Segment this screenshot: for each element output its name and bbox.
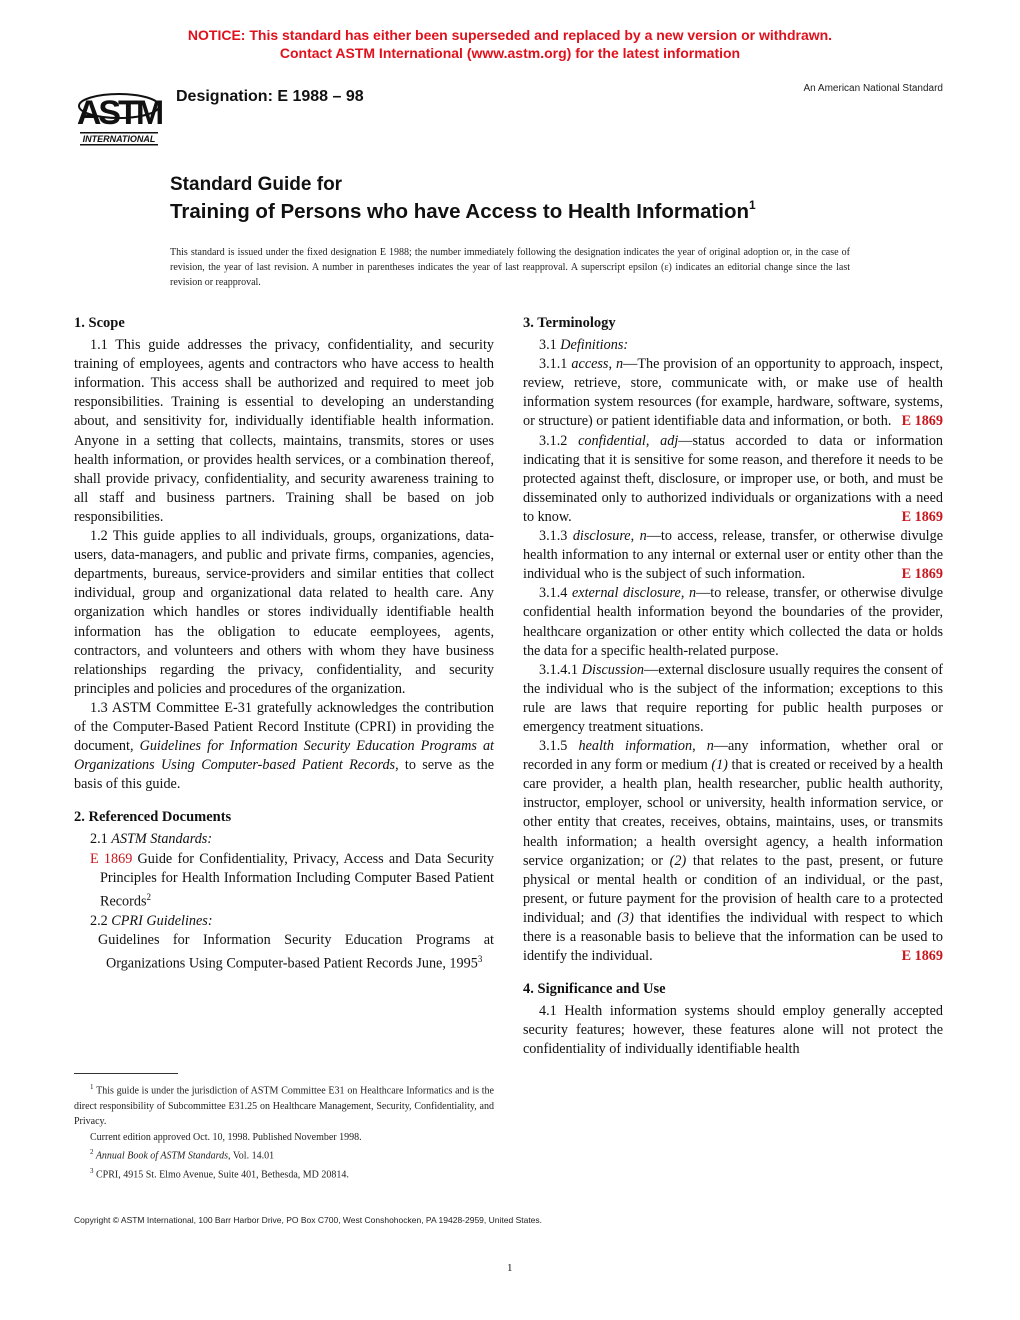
title-footnote-mark[interactable]: 1 bbox=[749, 198, 756, 212]
section-significance-heading: 4. Significance and Use bbox=[523, 981, 666, 998]
reference-e1869: E 1869 Guide for Confidentiality, Privacy, Access and Data Security Principles for Health Information Including Computer Based Patient Records$^2$ bbox=[90, 850, 494, 910]
preamble: This standard is issued under the fixed designation E 1988; the number immediately following the designation indicates the year of original adoption or, in the case of revision, the year of last revision. A number in parentheses indicates the year of last reapproval. A superscript epsilon (ε) indicates an editorial change since the last revision or reapproval. bbox=[170, 247, 850, 288]
footnotes bbox=[74, 1080, 494, 1183]
e1869-ref-link[interactable]: E 1869 bbox=[901, 566, 943, 583]
astm-logo-icon bbox=[76, 78, 162, 148]
svg-text:ASTM: ASTM bbox=[76, 94, 162, 132]
definition-access: 3.1.1 access, n—The provision of an opportunity to approach, inspect, review, retrieve, store, communicate with, or make use of health information system resources (for example, hardware, software, systems, or structure) or patient identifiable data and information, or both. E 1869 bbox=[523, 355, 943, 431]
withdrawal-notice bbox=[0, 26, 1020, 62]
e1869-ref-link[interactable]: E 1869 bbox=[901, 948, 943, 965]
footnote-divider bbox=[74, 1073, 178, 1074]
svg-text:INTERNATIONAL: INTERNATIONAL bbox=[82, 134, 156, 144]
national-standard-label: An American National Standard bbox=[803, 83, 943, 94]
left-column bbox=[74, 314, 494, 974]
footnote-3: $^3$ CPRI, 4915 St. Elmo Avenue, Suite 401, Bethesda, MD 20814. bbox=[90, 1167, 349, 1181]
subsection-2-2: 2.2 CPRI Guidelines: bbox=[90, 912, 213, 929]
right-column bbox=[523, 314, 943, 1060]
e1869-link[interactable]: E 1869 bbox=[90, 850, 133, 867]
paragraph-1-1: 1.1 This guide addresses the privacy, confidentiality, and security training of employees, agents and contractors who have access to health information. This access shall be authorized and required to meet job responsibilities. Training is essential to developing an understanding about, and sensitivity for, individually identifiable health information. Anyone in a setting that collects, maintains, transmits, stores or uses health information, or provides health services, or a combination thereof, shall provide privacy, confidentiality, and security awareness training to all staff and business partners. Training shall be based on job responsibilities. bbox=[74, 337, 494, 525]
definition-external-disclosure: 3.1.4 external disclosure, n—to release, transfer, or otherwise divulge confidential health information beyond the boundaries of the provider, healthcare organization or other entity which collected the data or holds the data for a specific health-related purpose. bbox=[523, 585, 944, 659]
definition-confidential: 3.1.2 confidential, adj—status accorded to data or information indicating that it is sensitive for some reason, and therefore it needs to be protected against theft, disclosure, or improper use, or both, and must be disseminated only to authorized individuals or organizations with a need to know. E 1869 bbox=[523, 432, 943, 527]
page-title: Training of Persons who have Access to Health Information$^1$ bbox=[170, 198, 756, 223]
section-referenced-heading: 2. Referenced Documents bbox=[74, 809, 232, 826]
footnote-1: $^1$ This guide is under the jurisdiction of ASTM Committee E31 on Healthcare Informatics and is the direct responsibility of Subcommittee E31.25 on Healthcare Management, Security, Confidentiality, and Privacy. bbox=[74, 1083, 494, 1128]
e1869-ref-link[interactable]: E 1869 bbox=[901, 508, 943, 525]
paragraph-4-1: 4.1 Health information systems should employ generally accepted security features; however, these features alone will not protect the confidentiality of individually identifiable health bbox=[523, 1003, 943, 1058]
reference-cpri: Guidelines for Information Security Education Programs at Organizations Using Computer-based Patient Records June, 1995$^3$ bbox=[98, 931, 494, 972]
paragraph-1-2: 1.2 This guide applies to all individuals, groups, organizations, data-users, data-managers, and public and private firms, companies, agencies, departments, bureaus, service-providers and similar entities that collect individual, group and organizational data related to health care. Any organization which handles or stores individually identifiable health information has the obligation to educate eemployees, agents, contractors, and volunteers and others with whom they have business relationships regarding the privacy, confidentiality, and security principles and policies and procedures of the organization. bbox=[74, 528, 494, 697]
page-number: 1 bbox=[507, 1262, 513, 1274]
copyright: Copyright © ASTM International, 100 Barr Harbor Drive, PO Box C700, West Conshohocken, PA 19428-2959, United States. bbox=[74, 1215, 543, 1225]
footnote-1-edition: Current edition approved Oct. 10, 1998. Published November 1998. bbox=[90, 1131, 362, 1143]
definition-disclosure: 3.1.3 disclosure, n—to access, release, transfer, or otherwise divulge health information to any internal or external user or entity other than the individual who is the subject of such information. E 1869 bbox=[523, 527, 943, 584]
section-scope-heading: 1. Scope bbox=[74, 315, 125, 331]
subsection-2-1: 2.1 ASTM Standards: bbox=[90, 831, 213, 848]
footnote-2: $^2$ Annual Book of ASTM Standards, Vol. 14.01 bbox=[90, 1148, 275, 1162]
definition-health-information: 3.1.5 health information, n—any information, whether oral or recorded in any form or medium (1) that is created or received by a health care provider, a health plan, health researcher, public health authority, instructor, employer, school or university, health information service, or other entity that creates, receives, obtains, maintains, uses, or transmits health information; a health oversight agency, a health information service organization; or (2) that relates to the past, present, or future physical or mental health or condition of an individual, or the past, present, or future payment for the provision of health care to a protected individual; and (3) that identifies the individual with respect to which there is a reasonable basis to believe that the information can be used to identify the individual. E 1869 bbox=[523, 737, 943, 966]
e1869-ref-link[interactable]: E 1869 bbox=[901, 413, 943, 430]
discussion-3-1-4-1: 3.1.4.1 Discussion—external disclosure usually requires the consent of the individual who is the subject of the information; exceptions to this rule are laws that require reporting for public health purposes or emergency treatment situations. bbox=[523, 661, 943, 735]
section-terminology-heading: 3. Terminology bbox=[523, 315, 616, 331]
cpri-guidelines-title: Guidelines for Information Security Education Programs at Organizations Using Computer-based Patient Records bbox=[74, 738, 495, 774]
paragraph-1-3: 1.3 ASTM Committee E-31 gratefully acknowledges the contribution of the Computer-Based Patient Record Institute (CPRI) in providing the document, Guidelines for Information Security Education Programs at Organizations Using Computer-based Patient Records, to serve as the basis of this guide. bbox=[74, 699, 495, 793]
title-line-1: Standard Guide for bbox=[170, 174, 343, 195]
designation: Designation: E 1988 – 98 bbox=[176, 88, 364, 105]
notice-line-1: NOTICE: This standard has either been superseded and replaced by a new version or withdrawn. bbox=[187, 27, 833, 43]
notice-line-2: Contact ASTM International (www.astm.org) for the latest information bbox=[279, 45, 741, 61]
subsection-3-1: 3.1 Definitions: bbox=[539, 337, 629, 354]
